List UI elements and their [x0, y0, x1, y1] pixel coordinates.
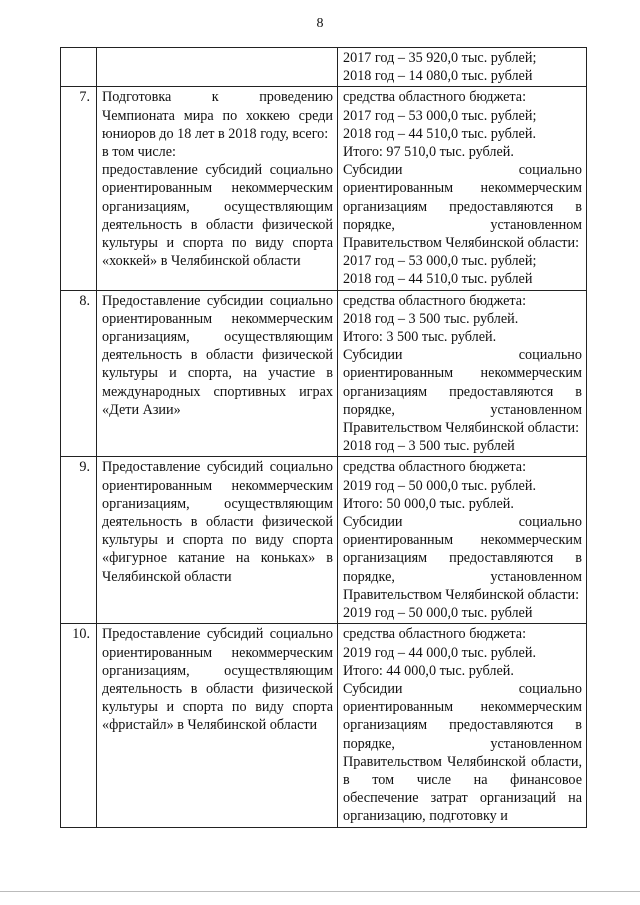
funding-text: Субсидии социально ориентированным некоммерческим организациям предоставляются в порядке, установленном Правительством Челябинской области:	[343, 514, 582, 603]
funding-cell	[338, 457, 587, 624]
activity-text: Предоставление субсидий социально ориентированным некоммерческим организациям, осуществляющим деятельность в области физической культуры и спорта по виду спорта «фигурное катание на коньках» в Челябинской области	[102, 459, 333, 585]
funding-text: Субсидии социально ориентированным некоммерческим организациям предоставляются в порядке, установленном Правительством Челябинской области:	[343, 162, 582, 252]
row-number	[61, 48, 97, 87]
activity-cell	[97, 87, 338, 290]
funding-text: средства областного бюджета:	[343, 459, 527, 476]
activity-text: Подготовка к проведению Чемпионата мира по хоккею среди юниоров до 18 лет в 2018 году, всего:	[102, 89, 333, 142]
funding-text: Субсидии социально ориентированным некоммерческим организациям предоставляются в порядке, установленном Правительством Челябинской области, в том числе на финансовое обеспечение затрат организаций на организацию, подготовку и	[343, 680, 582, 825]
row-number: 10.	[61, 624, 97, 827]
funding-text: 2018 год – 14 080,0 тыс. рублей	[343, 68, 533, 85]
funding-text: Итого: 97 510,0 тыс. рублей.	[343, 144, 514, 161]
activity-cell	[97, 290, 338, 457]
funding-text: 2017 год – 53 000,0 тыс. рублей;	[343, 107, 537, 124]
activity-text: в том числе:	[102, 144, 176, 161]
activity-text: предоставление субсидий социально ориентированным некоммерческим организациям, осуществляющим деятельность в области физической культуры и спорта по виду спорта «хоккей» в Челябинской области	[102, 162, 333, 270]
funding-text: 2018 год – 3 500 тыс. рублей.	[343, 310, 519, 327]
table-row	[61, 87, 587, 290]
funding-text: 2017 год – 53 000,0 тыс. рублей;	[343, 253, 537, 270]
table-row	[61, 624, 587, 827]
row-number: 8.	[61, 290, 97, 457]
page-bottom-rule	[0, 891, 640, 892]
funding-text: средства областного бюджета:	[343, 626, 527, 643]
funding-text: Итого: 44 000,0 тыс. рублей.	[343, 662, 514, 679]
funding-text: 2017 год – 35 920,0 тыс. рублей;	[343, 50, 537, 66]
funding-text: средства областного бюджета:	[343, 89, 527, 106]
activity-text: Предоставление субсидий социально ориентированным некоммерческим организациям, осуществляющим деятельность в области физической культуры и спорта по виду спорта «фристайл» в Челябинской области	[102, 626, 333, 734]
row-number: 9.	[61, 457, 97, 624]
funding-text: 2019 год – 50 000,0 тыс. рублей.	[343, 477, 536, 494]
row-number: 7.	[61, 87, 97, 290]
funding-text: 2019 год – 44 000,0 тыс. рублей.	[343, 644, 536, 661]
activity-text: Предоставление субсидии социально ориентированным некоммерческим организациям, осуществляющим деятельность в области физической культуры и спорта, на участие в международных спортивных играх «Дети Азии»	[102, 292, 333, 418]
program-table	[60, 47, 587, 828]
funding-cell	[338, 48, 587, 87]
program-table-body	[61, 48, 587, 828]
activity-cell	[97, 457, 338, 624]
funding-cell	[338, 87, 587, 290]
activity-cell	[97, 624, 338, 827]
table-row	[61, 290, 587, 457]
funding-cell	[338, 624, 587, 827]
funding-text: 2018 год – 44 510,0 тыс. рублей	[343, 271, 533, 288]
funding-text: Субсидии социально ориентированным некоммерческим организациям предоставляются в порядке, установленном Правительством Челябинской области:	[343, 347, 582, 437]
funding-text: 2019 год – 50 000,0 тыс. рублей	[343, 605, 533, 622]
funding-text: Итого: 50 000,0 тыс. рублей.	[343, 495, 514, 512]
table-row	[61, 457, 587, 624]
funding-cell	[338, 290, 587, 457]
page-number: 8	[316, 16, 324, 31]
funding-text: 2018 год – 44 510,0 тыс. рублей.	[343, 125, 536, 142]
funding-text: средства областного бюджета:	[343, 292, 527, 309]
funding-text: 2018 год – 3 500 тыс. рублей	[343, 438, 515, 455]
activity-cell	[97, 48, 338, 87]
funding-text: Итого: 3 500 тыс. рублей.	[343, 329, 497, 346]
table-row	[61, 48, 587, 87]
